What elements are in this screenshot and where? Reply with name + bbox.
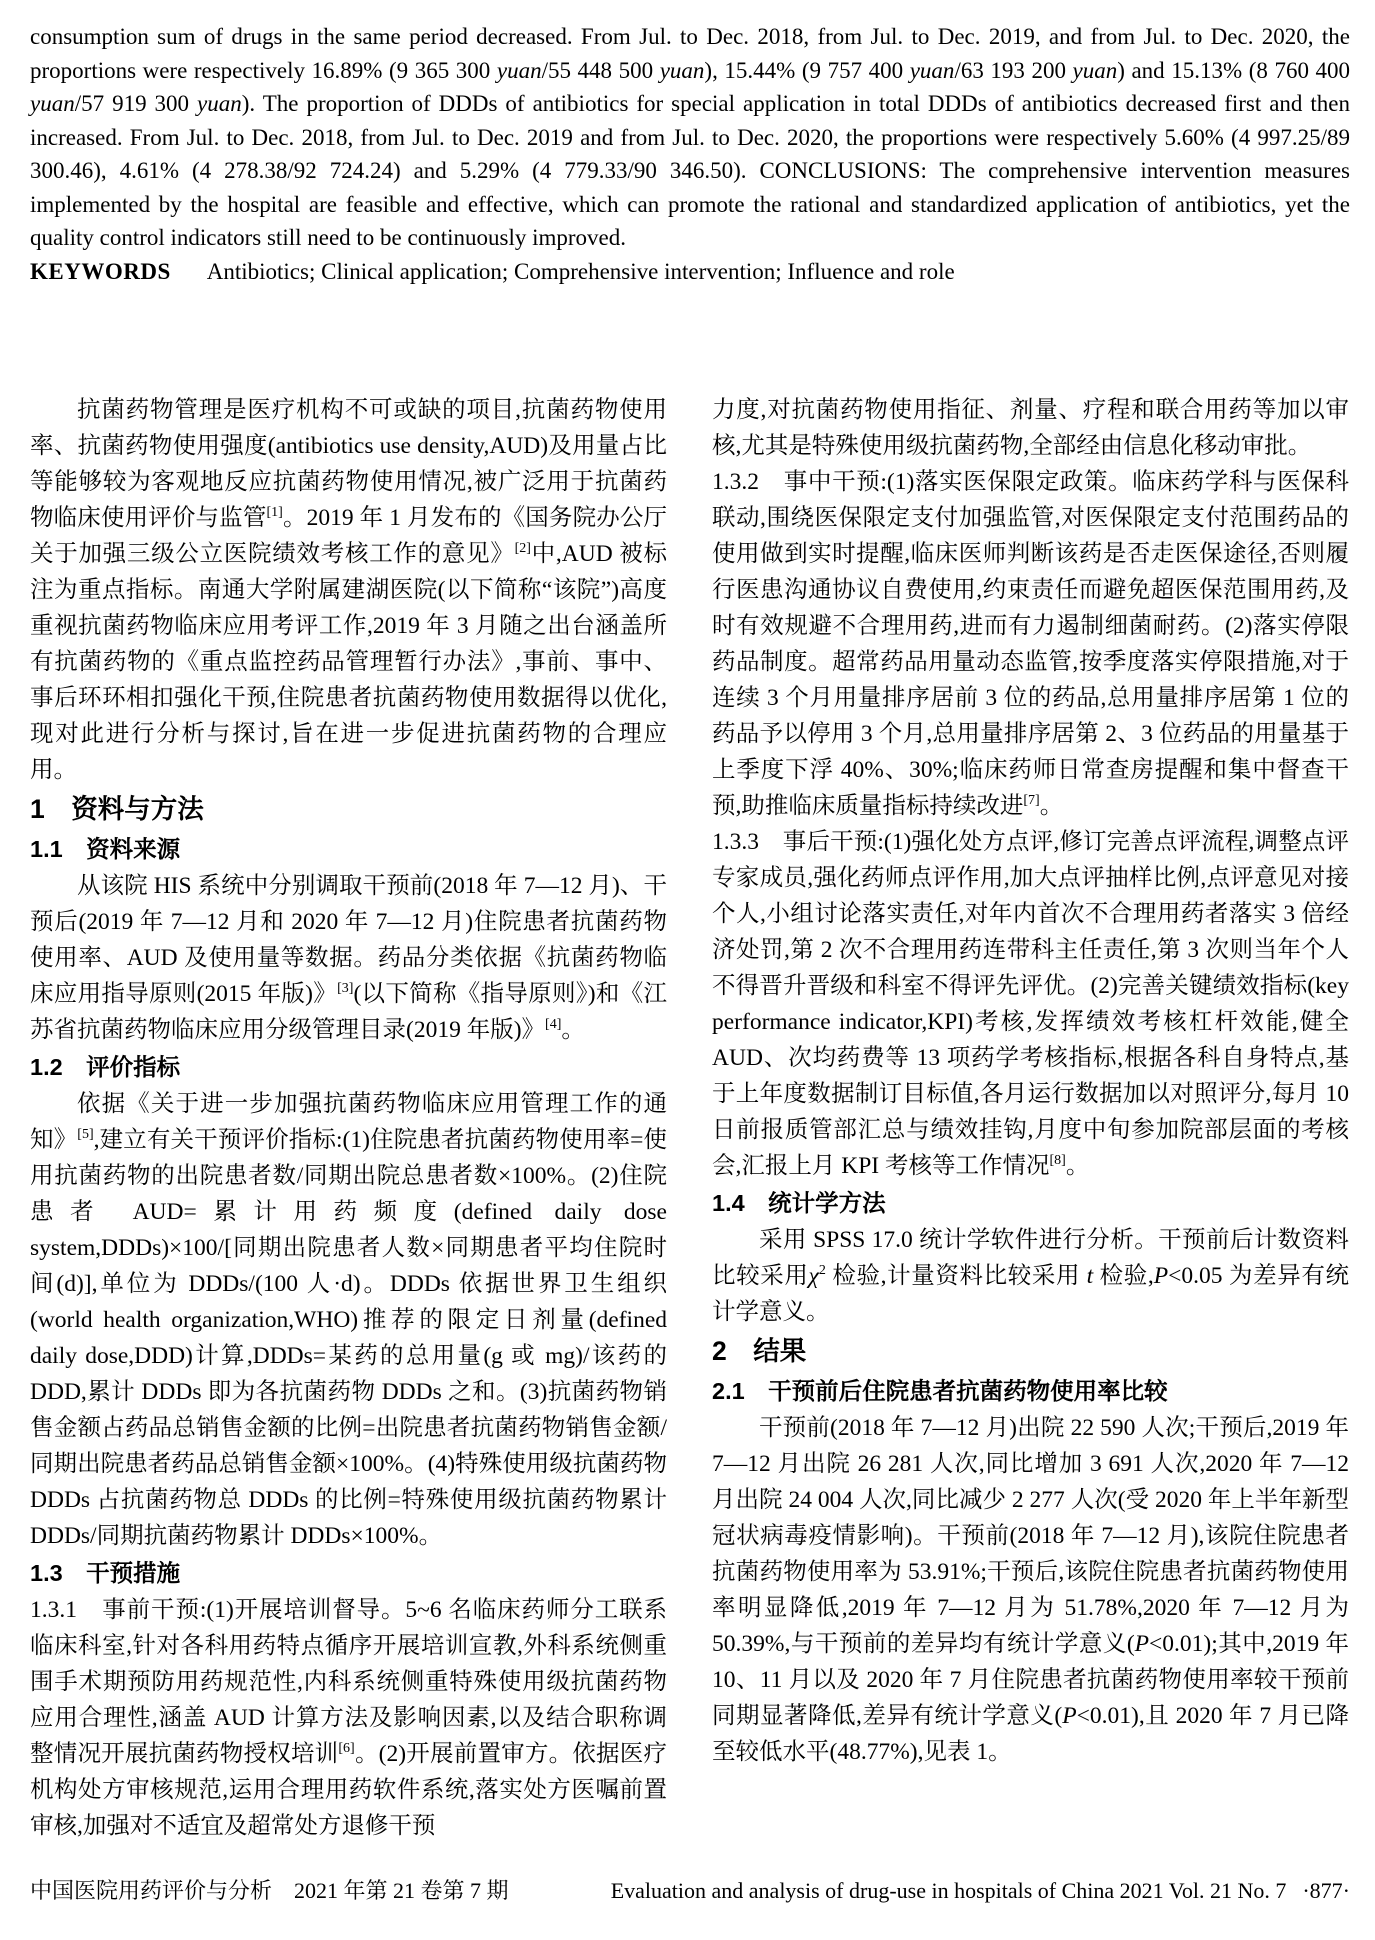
- abstract-text: consumption sum of drugs in the same period decreased. From Jul. to Dec. 2018, from Jul. to Dec. 2019, and from Jul. to Dec. 2020, the proportions were respectively 16.89% (9 365 300 yuan/55 448 500 yuan), 15.44% (9 757 400 yuan/63 193 200 yuan) and 15.13% (8 760 400 yuan/57 919 300 yuan). The proportion of DDDs of antibiotics for special application in total DDDs of antibiotics decreased first and then increased. From Jul. to Dec. 2018, from Jul. to Dec. 2019 and from Jul. to Dec. 2020, the proportions were respectively 5.60% (4 997.25/89 300.46), 4.61% (4 278.38/92 724.24) and 5.29% (4 779.33/90 346.50). CONCLUSIONS: The comprehensive intervention measures implemented by the hospital are feasible and effective, which can promote the rational and standardized application of antibiotics, yet the quality control indicators still need to be continuously improved.: [30, 24, 1351, 250]
- paragraph: 采用 SPSS 17.0 统计学软件进行分析。干预前后计数资料比较采用$\chi^2$ 检验,计量资料比较采用 t 检验,P<0.05 为差异有统计学意义。: [712, 1227, 1349, 1325]
- section-heading: 1.3 干预措施: [30, 1560, 181, 1586]
- footer-en-text: Evaluation and analysis of drug-use in hospitals of China 2021 Vol. 21 No. 7: [610, 1878, 1287, 1903]
- footer-journal-title-en: [611, 1878, 1350, 1904]
- section-heading: 1 资料与方法: [30, 794, 204, 824]
- section-heading: 1.2 评价指标: [30, 1054, 181, 1080]
- paragraph: 1.3.2 事中干预:(1)落实医保限定政策。临床药学科与医保科联动,围绕医保限定支付加强监管,对医保限定支付范围药品的使用做到实时提醒,临床医师判断该药是否走医保途径,否则履行医患沟通协议自费使用,约束责任而避免超医保范围用药,及时有效规避不合理用药,进而有力遏制细菌耐药。(2)落实停限药品制度。超常药品用量动态监管,按季度落实停限措施,对于连续 3 个月用量排序居前 3 位的药品,总用量排序居第 1 位的药品予以停用 3 个月,总用量排序居第 2、3 位药品的用量基于上季度下浮 40%、30%;临床药师日常查房提醒和集中督查干预,助推临床质量指标持续改进[7]。: [712, 469, 1349, 819]
- keywords-label: KEYWORDS: [30, 258, 171, 284]
- paragraph: 1.3.1 事前干预:(1)开展培训督导。5~6 名临床药师分工联系临床科室,针对各科用药特点循序开展培训宣教,外科系统侧重围手术期预防用药规范性,内科系统侧重特殊使用级抗菌药物应用合理性,涵盖 AUD 计算方法及影响因素,以及结合职称调整情况开展抗菌药物授权培训[6]。(2)开展前置审方。依据医疗机构处方审核规范,运用合理用药软件系统,落实处方医嘱前置审核,加强对不适宜及超常处方退修干预: [30, 1597, 667, 1839]
- page-footer: [30, 1878, 1350, 1904]
- paragraph: 干预前(2018 年 7—12 月)出院 22 590 人次;干预后,2019 年 7—12 月出院 26 281 人次,同比增加 3 691 人次,2020 年 7—12 月出院 24 004 人次,同比减少 2 277 人次(受 2020 年上半年新型冠状病毒疫情影响)。干预前(2018 年 7—12 月),该院住院患者抗菌药物使用率为 53.91%;干预后,该院住院患者抗菌药物使用率明显降低,2019 年 7—12 月为 51.78%,2020 年 7—12 月为 50.39%,与干预前的差异均有统计学意义(P<0.01);其中,2019 年 10、11 月以及 2020 年 7 月住院患者抗菌药物使用率较干预前同期显著降低,差异有统计学意义(P<0.01),且 2020 年 7 月已降至较低水平(48.77%),见表 1。: [712, 1415, 1349, 1765]
- footer-journal-title-cn: 中国医院用药评价与分析 2021 年第 21 卷第 7 期: [30, 1878, 509, 1903]
- section-heading: 1.1 资料来源: [30, 836, 181, 862]
- section-heading: 2 结果: [712, 1336, 807, 1366]
- page-number: ·877·: [1302, 1878, 1350, 1903]
- right-column: [712, 392, 1349, 1847]
- keywords-line: [30, 255, 1350, 289]
- left-column: [30, 392, 667, 1847]
- paragraph: 依据《关于进一步加强抗菌药物临床应用管理工作的通知》[5],建立有关干预评价指标:(1)住院患者抗菌药物使用率=使用抗菌药物的出院患者数/同期出院总患者数×100%。(2)住院患者 AUD=累计用药频度(defined daily dose system,DDDs)×100/[同期出院患者人数×同期患者平均住院时间(d)],单位为 DDDs/(100 人·d)。DDDs 依据世界卫生组织(world health organization,WHO)推荐的限定日剂量(defined daily dose,DDD)计算,DDDs=某药的总用量(g 或 mg)/该药的 DDD,累计 DDDs 即为各抗菌药物 DDDs 之和。(3)抗菌药物销售金额占药品总销售金额的比例=出院患者抗菌药物销售金额/同期出院患者药品总销售金额×100%。(4)特殊使用级抗菌药物 DDDs 占抗菌药物总 DDDs 的比例=特殊使用级抗菌药物累计 DDDs/同期抗菌药物累计 DDDs×100%。: [30, 1091, 667, 1549]
- paragraph: 力度,对抗菌药物使用指征、剂量、疗程和联合用药等加以审核,尤其是特殊使用级抗菌药物,全部经由信息化移动审批。: [712, 397, 1349, 459]
- section-heading: 1.4 统计学方法: [712, 1190, 886, 1216]
- paragraph: 抗菌药物管理是医疗机构不可或缺的项目,抗菌药物使用率、抗菌药物使用强度(antibiotics use density,AUD)及用量占比等能够较为客观地反应抗菌药物使用情况,被广泛用于抗菌药物临床使用评价与监管[1]。2019 年 1 月发布的《国务院办公厅关于加强三级公立医院绩效考核工作的意见》[2]中,AUD 被标注为重点指标。南通大学附属建湖医院(以下简称“该院”)高度重视抗菌药物临床应用考评工作,2019 年 3 月随之出台涵盖所有抗菌药物的《重点监控药品管理暂行办法》,事前、事中、事后环环相扣强化干预,住院患者抗菌药物使用数据得以优化,现对此进行分析与探讨,旨在进一步促进抗菌药物的合理应用。: [30, 397, 667, 783]
- abstract-section: [30, 20, 1350, 288]
- paragraph: 从该院 HIS 系统中分别调取干预前(2018 年 7—12 月)、干预后(2019 年 7—12 月和 2020 年 7—12 月)住院患者抗菌药物使用率、AUD 及使用量等数据。药品分类依据《抗菌药物临床应用指导原则(2015 年版)》[3](以下简称《指导原则》)和《江苏省抗菌药物临床应用分级管理目录(2019 年版)》[4]。: [30, 873, 667, 1043]
- two-column-body: [30, 392, 1350, 1847]
- keywords-text: Antibiotics; Clinical application; Comprehensive intervention; Influence and role: [206, 258, 955, 284]
- section-heading: 2.1 干预前后住院患者抗菌药物使用率比较: [712, 1378, 1168, 1404]
- paragraph: 1.3.3 事后干预:(1)强化处方点评,修订完善点评流程,调整点评专家成员,强化药师点评作用,加大点评抽样比例,点评意见对接个人,小组讨论落实责任,对年内首次不合理用药者落实 3 倍经济处罚,第 2 次不合理用药连带科主任责任,第 3 次则当年个人不得晋升晋级和科室不得评先评优。(2)完善关键绩效指标(key performance indicator,KPI)考核,发挥绩效考核杠杆效能,健全 AUD、次均药费等 13 项药学考核指标,根据各科自身特点,基于上年度数据制订目标值,各月运行数据加以对照评分,每月 10 日前报质管部汇总与绩效挂钩,月度中旬参加院部层面的考核会,汇报上月 KPI 考核等工作情况[8]。: [712, 829, 1349, 1179]
